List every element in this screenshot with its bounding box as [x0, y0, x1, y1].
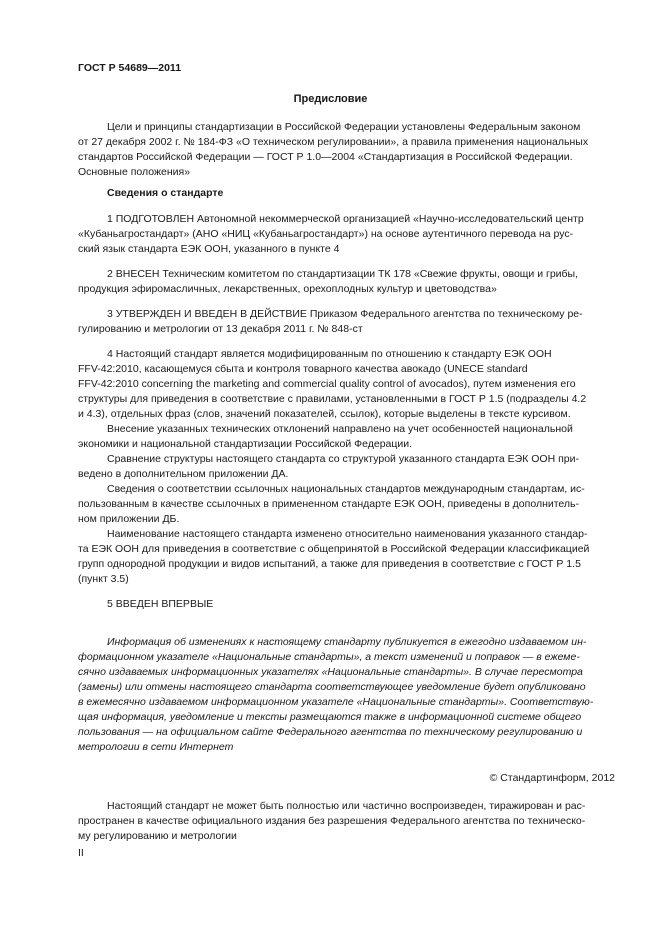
text-line: от 27 декабря 2002 г. № 184-ФЗ «О техническом регулировании», а правила применения национальных	[78, 136, 589, 148]
text-line: «Кубаньагростандарт» (АНО «НИЦ «Кубаньагростандарт») на основе аутентичного перевода на рус-	[78, 228, 574, 240]
text-line: му регулированию и метрологии	[78, 830, 237, 842]
preface-title: Предисловие	[293, 93, 368, 105]
text-line: Цели и принципы стандартизации в Российской Федерации установлены Федеральным законом	[107, 121, 581, 133]
text-line: пространен в качестве официального издания без разрешения Федерального агентства по техническо-	[78, 815, 586, 827]
text-line: Наименование настоящего стандарта изменено относительно наименования указанного стандар-	[107, 528, 588, 540]
text-line: 2 ВНЕСЕН Техническим комитетом по стандартизации ТК 178 «Свежие фрукты, овощи и грибы,	[107, 268, 579, 280]
text-line: гулированию и метрологии от 13 декабря 2011 г. № 848-ст	[78, 323, 363, 335]
text-line: продукция эфиромасличных, лекарственных, орехоплодных культур и цветоводства»	[78, 283, 497, 295]
text-line: метрологии в сети Интернет	[78, 741, 234, 753]
text-line: сячно издаваемых информационных указателях «Национальные стандарты». В случае пересмотра	[78, 666, 583, 678]
copyright: © Стандартинформ, 2012	[489, 772, 615, 784]
item-5-paragraph: 5 ВВЕДЕН ВПЕРВЫЕ	[107, 598, 214, 610]
text-line: FFV-42:2010, касающемуся сбыта и контроля товарного качества авокадо (UNECE standard	[78, 363, 528, 375]
text-line: и 4.3), отдельных фраз (слов, значений показателей, ссылок), которые выделены в тексте курсивом.	[78, 408, 571, 420]
text-line: щая информация, уведомление и тексты размещаются также в информационной системе общего	[78, 711, 582, 723]
text-line: экономики и национальной стандартизации Российской Федерации.	[78, 438, 413, 450]
text-line: Сравнение структуры настоящего стандарта со структурой указанного стандарта ЕЭК ООН при-	[107, 453, 579, 465]
text-line: Основные положения»	[78, 166, 191, 178]
text-line: ский язык стандарта ЕЭК ООН, указанного в пункте 4	[78, 243, 340, 255]
text-line: пользованным в качестве ссылочных в примененном стандарте ЕЭК ООН, приведены в дополнитель-	[78, 498, 580, 510]
document-id: ГОСТ Р 54689—2011	[78, 62, 182, 74]
text-line: пользования — на официальном сайте Федерального агентства по техническому регулированию и	[78, 726, 583, 738]
text-line: стандартов Российской Федерации — ГОСТ Р 1.0—2004 «Стандартизация в Российской Федерации.	[78, 151, 573, 163]
text-line: Информация об изменениях к настоящему стандарту публикуется в ежегодно издаваемом ин-	[107, 636, 587, 648]
text-line: структуры для приведения в соответствие с правилами, установленными в ГОСТ Р 1.5 (подразделы 4.2	[78, 393, 587, 405]
text-line: Внесение указанных технических отклонений направлено на учет особенностей национальной	[107, 423, 573, 435]
text-line: в ежемесячно издаваемом информационном указателе «Национальные стандарты». Соответствую-	[78, 696, 594, 708]
text-line: групп однородной продукции и видов испытаний, а также для приведения в соответствие с ГОСТ Р 1.5	[78, 558, 581, 570]
text-line: (замены) или отмены настоящего стандарта соответствующее уведомление будет опубликовано	[78, 681, 586, 693]
text-line: ведено в дополнительном приложении ДА.	[78, 468, 289, 480]
section-subtitle: Сведения о стандарте	[107, 187, 224, 199]
text-line: Настоящий стандарт не может быть полностью или частично воспроизведен, тиражирован и рас-	[107, 800, 586, 812]
text-line: (пункт 3.5)	[78, 573, 129, 585]
text-line: 4 Настоящий стандарт является модифицированным по отношению к стандарту ЕЭК ООН	[107, 348, 552, 360]
text-line: FFV-42:2010 concerning the marketing and commercial quality control of avocados), путем изменения его	[78, 378, 576, 390]
page-number: II	[78, 847, 84, 859]
text-line: та ЕЭК ООН для приведения в соответствие с общепринятой в Российской Федерации классификацией	[78, 543, 590, 555]
text-line: ном приложении ДБ.	[78, 513, 180, 525]
text-line: 3 УТВЕРЖДЕН И ВВЕДЕН В ДЕЙСТВИЕ Приказом Федерального агентства по техническому ре-	[107, 308, 583, 320]
text-line: формационном указателе «Национальные стандарты», а текст изменений и поправок — в ежеме-	[78, 651, 580, 663]
text-line: Сведения о соответствии ссылочных национальных стандартов международным стандартам, ис-	[107, 483, 585, 495]
text-line: 1 ПОДГОТОВЛЕН Автономной некоммерческой организацией «Научно-исследовательский центр	[107, 213, 584, 225]
